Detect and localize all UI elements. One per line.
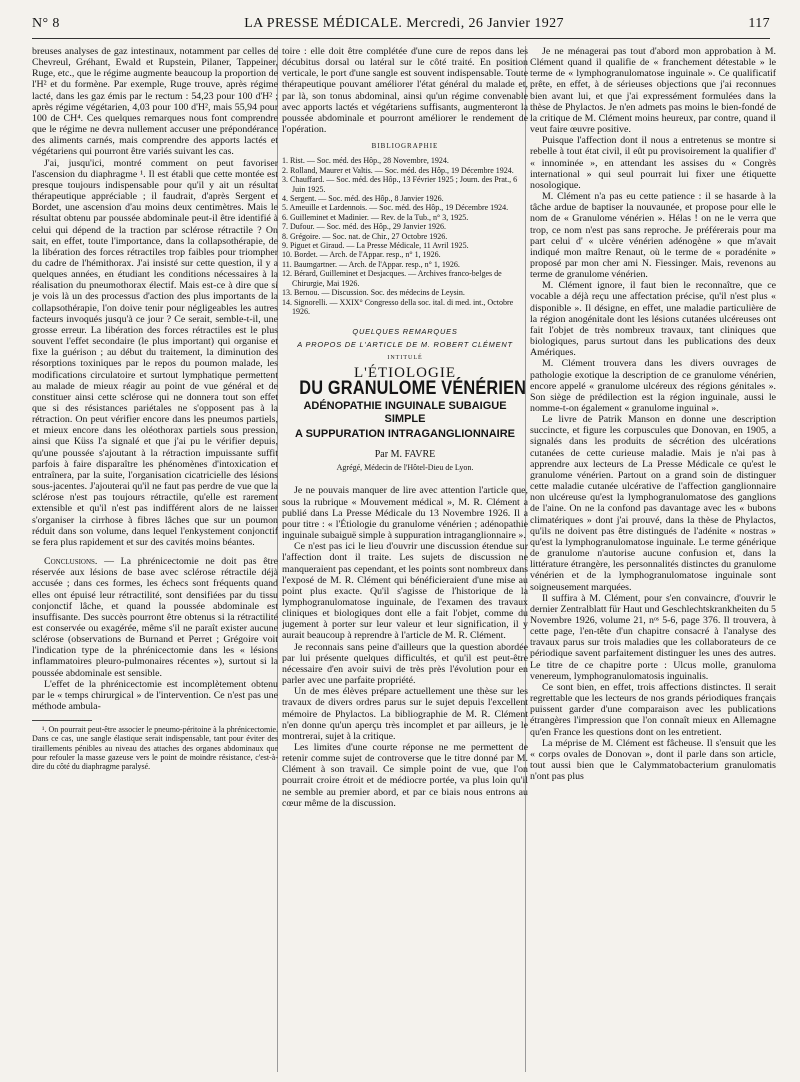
bibliography-item: 14. Signorelli. — XXIX° Congresso della soc. ital. di med. int., Octobre 1926. [282,297,514,316]
paragraph: M. Clément ignore, il faut bien le reconnaître, que ce vocable a déjà reçu une affectation précise, qu'il n'est plus « disponible ». Il désigne, en effet, une maladie particulière de la région anogénitale dont les lésions cutanées ulcéreuses ont fait l'objet de très nombreux travaux, tant cliniques que biologiques, parus surtout dans les publications des deux Amériques. [530,280,776,359]
footnote: ¹. On pourrait peut-être associer le pneumo-péritoine à la phrénicectomie. Dans ce cas, une sangle élastique serait indispensable, tant pour éviter des tiraillements pénibles au niveau des attaches des organes abdominaux que pour refouler la masse gazeuse vers le point de moindre résistance, c'est-à-dire du côté du diaphragme paralysé. [32,725,278,772]
bibliography-item: 9. Piguet et Giraud. — La Presse Médicale, 11 Avril 1925. [282,241,469,251]
bibliography-item: 6. Guilleminet et Madinier. — Rev. de la Tub., n° 3, 1925. [282,212,469,222]
bibliography-item: 11. Baumgartner. — Arch. de l'Appar. resp., n° 1, 1926. [282,259,460,269]
article-byline: Par M. FAVRE [374,449,436,461]
conclusions-text: — La phrénicectomie ne doit pas être réservée aux lésions de base avec sclérose rétractile déjà accusée ; dans ces formes, les échecs sont fréquents quand elles ont épuisé leur rétractilité, sont densifiées par du tissu conjonctif lâche, et quand la poussée abdominale est insuffisante. Des succès pourront être obtenus si la rétractilité est conservée ou exagérée, même s'il ne paraît exister aucune sclérose (observations de Burnand et Perret ; Grégoire voit l'indication type de la phrénicectomie dans les « lésions inflammatoires pleuro-pulmonaires récentes »), surtout si la poussée abdominale est sensible. [32,556,278,679]
footnote-rule [32,720,92,721]
article-intitule: INTITULÉ [387,354,423,361]
running-header [32,16,770,36]
article-subtitle-1: ADÉNOPATHIE INGUINALE SUBAIGUE SIMPLE [303,400,507,426]
column-3 [530,46,776,1074]
bibliography-heading: BIBLIOGRAPHIE [371,142,439,151]
conclusions-label: Conclusions. [44,556,98,568]
paragraph: Je ne pouvais manquer de lire avec attention l'article que, sous la rubrique « Mouvement médical », M. R. Clément a publié dans La Presse Médicale du 13 Novembre 1926. Il a pour titre : « l'Étiologie du granulome vénérien ; adénopathie inguinale subaiguë simple à suppuration intraganglionnaire ». [282,485,528,542]
paragraph: toire : elle doit être complétée d'une cure de repos dans les décubitus dorsal ou latéral sur le côté traité. En position verticale, le port d'une sangle est souvent indispensable. Toute thérapeutique pouvant améliorer l'état général du malade et, par là, son tonus abdominal, ainsi qu'un régime convenable avec apports lactés et végétariens suffisants, augmenteront la poussée abdominale et pourront améliorer le rendement de l'opération. [282,46,528,136]
bibliography-item: 7. Dufour. — Soc. méd. des Hôp., 29 Janvier 1926. [282,222,446,232]
article-title-line-1: L'ÉTIOLOGIE [353,364,456,381]
bibliography-item: 5. Ameuille et Lardennois. — Soc. méd. des Hôp., 19 Décembre 1924. [282,203,509,213]
paragraph: La méprise de M. Clément est fâcheuse. Il s'ensuit que les « corps ovales de Donovan », dont il parle dans son article, tout aussi bien que le Calymmatobacterium granulomatis n'ont pas plus [530,737,776,783]
paragraph: Ce sont bien, en effet, trois affections distinctes. Il serait regrettable que les lecteurs de nos grands périodiques français puissent garder d'une comparaison avec les publications étrangères l'impression que l'on connaît mieux en Allemagne qu'en France les questions dont on les entretient. [530,681,776,738]
paragraph: Un de mes élèves prépare actuellement une thèse sur les travaux de divers ordres parus sur le sujet depuis l'excellent mémoire de Phylactos. La bibliographie de M. R. Clément n'en donne qu'un aperçu très incomplet et par ailleurs, je le montrerai, sujet à la critique. [282,686,528,742]
bibliography-item: 4. Sergent. — Soc. méd. des Hôp., 8 Janvier 1926. [282,194,444,204]
paragraph: Je reconnais sans peine d'ailleurs que la question abordée par lui présente quelques difficultés, et qu'il est peut-être nécessaire d'en avoir suivi de très près l'évolution pour en parler avec une parfaite propriété. [282,641,528,687]
journal-title-date: LA PRESSE MÉDICALE. Mercredi, 26 Janvier 1927 [244,16,564,31]
paragraph: Les limites d'une courte réponse ne me permettent de retenir comme sujet de controverse que le titre donné par M. Clément à son travail. Ce simple point de vue, que l'on pourrait croire étroit et de médiocre portée, va plus loin qu'il ne semble au premier abord, et par ce biais nous entrons au cœur même de la discussion. [282,742,528,809]
page-number: 117 [748,16,770,31]
paragraph: Puisque l'affection dont il nous a entretenus se montre si rebelle à tout état civil, il eût pu provisoirement la qualifier d' « innominée », en attendant les assises du « Congrès international » qui seul pourrait lui fixer une étiquette nosologique. [530,135,776,191]
paragraph: Le livre de Patrik Manson en donne une description succincte, et figure les corpuscules que Donovan, en 1905, a signalés dans les produits de sécrétion des ulcérations cutanées de cette curieuse maladie. Mais je n'ai pas à apprendre aux lecteurs de La Presse Médicale ce qu'est le granulome vénérien. Partout on a grand soin de distinguer cette maladie cutanée ulcérative de l'affection ganglionnaire non ulcéreuse qu'est la lymphogranulomatose des ganglions de l'aine. On ne la confond pas davantage avec les « bubons climatériques » dont j'ai prouvé, dans la thèse de Phylactos, qu'ils ne doivent pas être distingués de l'adénite « nostras » qu'est la lymphogranulomatose inguinale. Le terme générique de granulome n'autorise aucune confusion et, dans la littérature étrangère, les personnalités distinctes du granulome vénérien et de la lymphogranulomatose inguinale sont soigneusement marquées. [530,414,776,593]
bibliography-item: 1. Rist. — Soc. méd. des Hôp., 28 Novembre, 1924. [282,156,449,166]
column-2 [282,46,528,1074]
paragraph: L'effet de la phrénicectomie est incomplètement obtenu par le « temps chirurgical » de l'intervention. Ce n'est pas une méthode ambula- [32,678,278,713]
issue-number: N° 8 [32,16,60,31]
paragraph: breuses analyses de gaz intestinaux, notamment par celles de Chevreul, Gréhant, Ewald et Rupstein, Pilaner, Tappeiner, Ruge, etc., que le régime augmente beaucoup la proportion de l'H² et du formène. Par exemple, Ruge trouve, après régime lacté, dans les gaz émis par le rectum : 54,23 pour 100 d'H² ; après régime végétarien, 4,03 pour 100 d'H², mais 55,94 pour 100 de CH⁴. Ces quelques remarques nous font comprendre que le régime ne devra nullement accuser une prépondérance des aliments carnés, mais comprendre des apports lactés et végétariens qui pourront être variés suivant les cas. [32,46,278,158]
bibliography-item: 8. Grégoire. — Soc. nat. de Chir., 27 Octobre 1926. [282,231,448,241]
paragraph: Ce n'est pas ici le lieu d'ouvrir une discussion étendue sur l'affection dont il traite. Les sujets de discussion ne manqueraient pas cependant, et les points sont nombreux dans l'exposé de M. R. Clément qui bénéficieraient d'une mise au point plus exacte. Qu'il s'agisse de l'historique de la lymphogranulomatose inguinale, de l'examen des travaux cliniques et biologiques dont elle a fait l'objet, comme du jugement à porter sur leur valeur et leur signification, il y aurait beaucoup à reprendre à l'article de M. R. Clément. [282,541,528,642]
bibliography-item: 12. Bérard, Guilleminet et Desjacques. — Archives franco-belges de Chirurgie, Mai 1926. [282,269,502,288]
bibliography-item: 10. Bordet. — Arch. de l'Appar. resp., n° 1, 1926. [282,250,441,260]
paragraph: Je ne ménagerai pas tout d'abord mon approbation à M. Clément quand il qualifie de « franchement détestable » le terme de « lymphogranulomatose inguinale ». Ce qualificatif prête, en effet, à de sérieuses objections que j'ai reconnues bien avant lui, et que j'ai expressément formulées dans la thèse de Phylactos. Je n'en admets pas moins le bien-fondé de la critique de M. Clément moins heureux, par contre, quand il veut faire œuvre positive. [530,46,776,136]
article-kicker: QUELQUES REMARQUES [352,327,458,337]
bibliography-list [282,156,528,316]
bibliography-item: 13. Bernou. — Discussion. Soc. des médecins de Leysin. [282,288,465,298]
paragraph: M. Clément n'a pas eu cette patience : il se hasarde à la tâche ardue de baptiser la nouvaunée, et propose pour elle le nom de « Granulome vénérien ». Hélas ! on ne le verra que trop, ce nom n'est pas sans reproche. Je préférerais pour ma part celui d' « ulcère vénérien adénogène » que m'avait indiqué mon maître Renaut, où le terme de « poradénite » proposé par mon cher ami N. Fiessinger. Mais, revenons au terme de granulome vénérien. [530,191,776,281]
bibliography-item: 3. Chauffard. — Soc. méd. des Hôp., 13 Février 1925 ; Journ. des Prat., 6 Juin 1925. [282,175,518,194]
conclusions-paragraph [32,556,278,679]
article-kicker-2: A PROPOS DE L'ARTICLE DE M. ROBERT CLÉMENT [297,340,513,350]
paragraph: M. Clément trouvera dans les divers ouvrages de pathologie exotique la description de ce granulome vénérien, encore appelé « granulome ulcéreux des régions génitales ». Son siège de prédilection est la région inguinale, aussi le nomme-t-on également « granulome inguinal ». [530,358,776,414]
article-subtitle-2: A SUPPURATION INTRAGANGLIONNAIRE [295,428,515,441]
author-affiliation: Agrégé, Médecin de l'Hôtel-Dieu de Lyon. [336,463,474,473]
header-rule [32,38,770,39]
column-1 [32,46,278,1074]
bibliography-item: 2. Rolland, Maurer et Valtis. — Soc. méd. des Hôp., 19 Décembre 1924. [282,165,514,175]
article-title-line-2: DU GRANULOME VÉNÉRIEN [299,377,527,399]
paragraph: J'ai, jusqu'ici, montré comment on peut favoriser l'ascension du diaphragme ¹. Il est établi que cette montée est presque toujours indispensable pour qu'il y ait un résultat thérapeutique appréciable ; il faudrait, d'après Sergent et Bordet, une ascension d'au moins deux centimètres. Mais le résultat obtenu par poussée abdominale peut-il être identifié à celui qui dépend de la traction par sclérose rétractile ? On sait, en effet, toute l'importance, dans la collapsothérapie, de la libération des forces rétractiles trop faibles pour triompher du cadre de l'hémithorax. J'ai insisté sur cette question, il y a quelques années, en étudiant les conditions nécessaires à la réalisation du pneumothorax électif. Mais est-ce à dire que si je vois là un des processus d'action des plus importants de la collapsothérapie, l'on doive tenir pour négligeables les autres facteurs invoqués jusqu'à ce jour ? Ce serait, semble-t-il, une grosse erreur. La libération des forces rétractiles est le plus souvent l'effet secondaire (le plus important) qui organise et fixe la guérison ; au début du traitement, la diminution des résorptions toxiniques par le repos du poumon malade, les modifications circulatoire et surtout lymphatique permettent au malade de mieux réagir au point de vue général et de constituer ainsi cette sclérose qui ne donnera tout son effet que si des résistances pariétales ne s'opposent pas à la rétraction. On peut vérifier encore dans les pneumos partiels, et mieux encore dans les oléothorax partiels sous pression, ainsi que Küss l'a signalé et que j'ai pu le vérifier depuis, qu'une poussée s'ajoutant à la rétraction impuissante suffit parfois à faire disparaître les phénomènes d'intoxication et entraînera, par la suite, l'organisation cicatricielle des lésions sous-jacentes. J'ajouterai qu'il ne faut pas perdre de vue que la sclérose n'est pas toujours rétractile, qu'elle est rarement extensible et qu'il n'est pas indifférent alors de ne laisser s'organiser la cirrhose à fibres lâches que sur un poumon réduit dans son volume, dans lequel l'enkystement conjonctif se fera plus rapidement et sur des cavités moins béantes. [32,157,278,548]
paragraph: Il suffira à M. Clément, pour s'en convaincre, d'ouvrir le dernier Zentralblatt für Haut und Geschlechtskrankheiten du 5 Novembre 1926, volume 21, nᵒˢ 5-6, page 376. Il trouvera, à cette page, l'en-tête d'un chapitre consacré à l'analyse des travaux parus sur trois maladies que les collaborateurs de ce périodique savent parfaitement distinguer les unes des autres. Le titre de ce chapitre porte : Ulcus molle, granuloma venereum, lymphogranulomatosis inguinalis. [530,592,776,682]
article-heading [282,326,528,473]
